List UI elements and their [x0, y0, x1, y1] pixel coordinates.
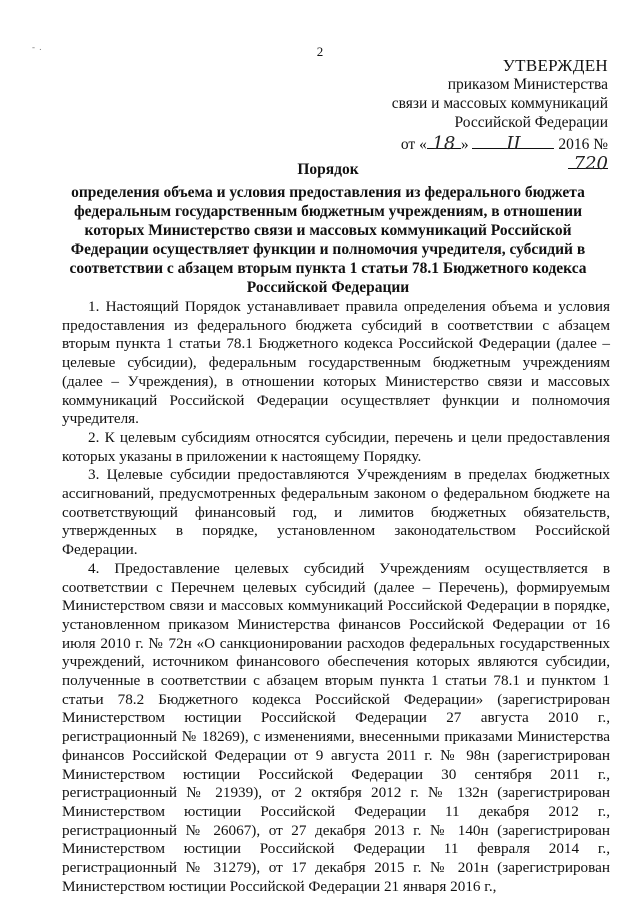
approval-line-1: приказом Министерства: [447, 76, 608, 93]
document-title: [52, 160, 604, 297]
approval-line-3: Российской Федерации: [454, 114, 608, 131]
date-month-handwritten: II: [506, 133, 521, 154]
document-body: [62, 298, 610, 897]
paragraph-3: 3. Целевые субсидии предоставляются Учреждениям в пределах бюджетных ассигнований, предусмотренных федеральным законом о федеральном бюджете на соответствующий финансовый год, и лимитов бюджетных обязательств, утвержденных в порядке, установленном законодательством Российской Федерации.: [62, 466, 610, 559]
order-number-handwritten: 720: [573, 153, 608, 174]
date-year-number: 2016 №: [558, 136, 608, 153]
date-month-field: [472, 133, 554, 154]
paragraph-1: 1. Настоящий Порядок устанавливает правила определения объема и условия предоставления из федерального бюджета субсидий в соответствии с абзацем вторым пункта 1 статьи 78.1 Бюджетного кодекса Российской Федерации (далее – целевые субсидии), федеральным государственным бюджетным учреждениям (далее – Учреждения), в отношении которых Министерство связи и массовых коммуникаций Российской Федерации осуществляет функции и полномочия учредителя.: [62, 298, 610, 428]
title-heading: Порядок: [297, 161, 359, 178]
paragraph-4: 4. Предоставление целевых субсидий Учреждениям осуществляется в соответствии с Перечнем целевых субсидий (далее – Перечень), формируемым Министерством связи и массовых коммуникаций Российской Федерации в порядке, установленном приказом Министерства финансов Российской Федерации от 16 июля 2010 г. № 72н «О санкционировании расходов федеральных государственных учреждений, источником финансового обеспечения которых являются субсидии, полученные в соответствии с абзацем вторым пункта 1 статьи 78.1 и пунктом 1 статьи 78.2 Бюджетного кодекса Российской Федерации» (зарегистрирован Министерством юстиции Российской Федерации 27 августа 2010 г., регистрационный № 18269), с изменениями, внесенными приказами Министерства финансов Российской Федерации от 9 августа 2011 г. № 98н (зарегистрирован Министерством юстиции Российской Федерации 30 сентября 2011 г., регистрационный № 21939), от 2 октября 2012 г. № 132н (зарегистрирован Министерством юстиции Российской Федерации 11 декабря 2012 г., регистрационный № 26067), от 27 декабря 2013 г. № 140н (зарегистрирован Министерством юстиции Российской Федерации 11 февраля 2014 г., регистрационный № 31279), от 17 декабря 2015 г. № 201н (зарегистрирован Министерством юстиции Российской Федерации 21 января 2016 г.,: [62, 559, 610, 895]
approval-line-2: связи и массовых коммуникаций: [391, 95, 608, 112]
page-number: 2: [316, 44, 324, 59]
date-mid: »: [460, 136, 469, 153]
approval-heading: УТВЕРЖДЕН: [502, 56, 608, 75]
date-day-field: [427, 133, 461, 154]
corner-scan-mark: - .: [32, 42, 43, 52]
title-subtitle: определения объема и условия предоставления из федерального бюджета федеральным государственным бюджетным учреждениям, в отношении которых Министерство связи и массовых коммуникаций Российской Федерации осуществляет функции и полномочия учредителя, субсидий в соответствии с абзацем вторым пункта 1 статьи 78.1 Бюджетного кодекса Российской Федерации: [69, 184, 587, 296]
approval-block: [368, 56, 608, 174]
date-day-handwritten: 18: [432, 133, 456, 154]
date-prefix: от «: [400, 136, 427, 153]
paragraph-2: 2. К целевым субсидиям относятся субсидии, перечень и цели предоставления которых указаны в приложении к настоящему Порядку.: [62, 428, 610, 465]
